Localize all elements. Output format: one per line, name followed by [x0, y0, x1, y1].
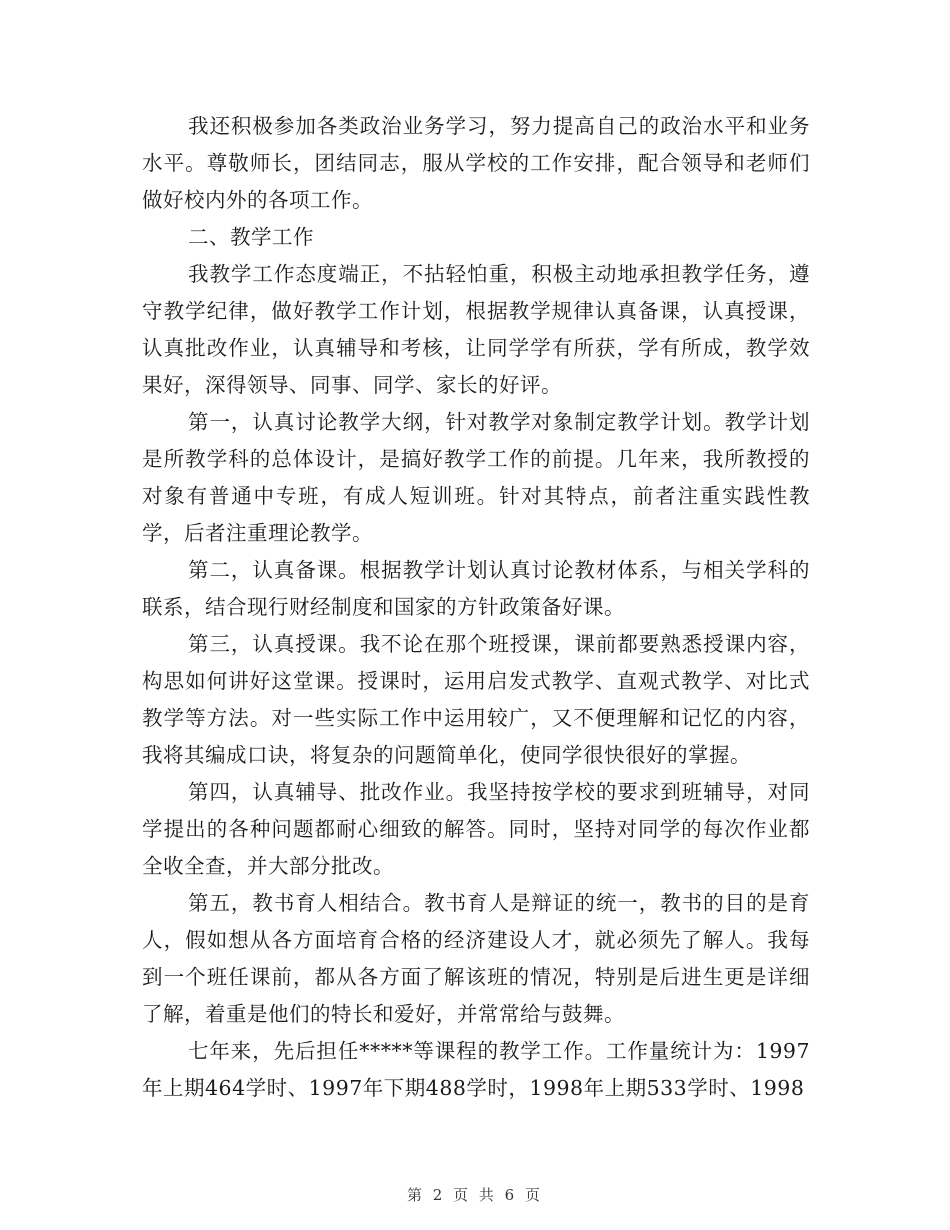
- paragraph-third-point: 第三，认真授课。我不论在那个班授课，课前都要熟悉授课内容，构思如何讲好这堂课。授课时，运用启发式教学、直观式教学、对比式教学等方法。对一些实际工作中运用较广，又不便理解和记忆的内容，我将其编成口诀，将复杂的问题简单化，使同学很快很好的掌握。: [142, 632, 810, 767]
- paragraph-second-point: 第二，认真备课。根据教学计划认真讨论教材体系，与相关学科的联系，结合现行财经制度和国家的方针政策备好课。: [142, 558, 810, 619]
- paragraph-workload: 七年来，先后担任*****等课程的教学工作。工作量统计为：1997年上期464学时、1997年下期488学时，1998年上期533学时、1998: [142, 1039, 810, 1100]
- paragraph-study: 我还积极参加各类政治业务学习，努力提高自己的政治水平和业务水平。尊敬师长，团结同志，服从学校的工作安排，配合领导和老师们做好校内外的各项工作。: [142, 114, 810, 212]
- paragraph-fifth-point: 第五，教书育人相结合。教书育人是辩证的统一，教书的目的是育人，假如想从各方面培育合格的经济建设人才，就必须先了解人。我每到一个班任课前，都从各方面了解该班的情况，特别是后进生更是详细了解，着重是他们的特长和爱好，并常常给与鼓舞。: [142, 891, 810, 1026]
- paragraph-fourth-point: 第四，认真辅导、批改作业。我坚持按学校的要求到班辅导，对同学提出的各种问题都耐心细致的解答。同时，坚持对同学的每次作业都全收全查，并大部分批改。: [142, 780, 810, 878]
- paragraph-first-point: 第一，认真讨论教学大纲，针对教学对象制定教学计划。教学计划是所教学科的总体设计，是搞好教学工作的前提。几年来，我所教授的对象有普通中专班，有成人短训班。针对其特点，前者注重实践性教学，后者注重理论教学。: [142, 410, 810, 545]
- page-number-footer: 第 2 页 共 6 页: [407, 1186, 543, 1204]
- paragraph-teaching-attitude: 我教学工作态度端正，不拈轻怕重，积极主动地承担教学任务，遵守教学纪律，做好教学工作计划，根据教学规律认真备课，认真授课，认真批改作业，认真辅导和考核，让同学学有所获，学有所成，教学效果好，深得领导、同事、同学、家长的好评。: [142, 262, 810, 397]
- section-heading-teaching-work: 二、教学工作: [188, 225, 314, 249]
- document-body: [142, 108, 810, 1107]
